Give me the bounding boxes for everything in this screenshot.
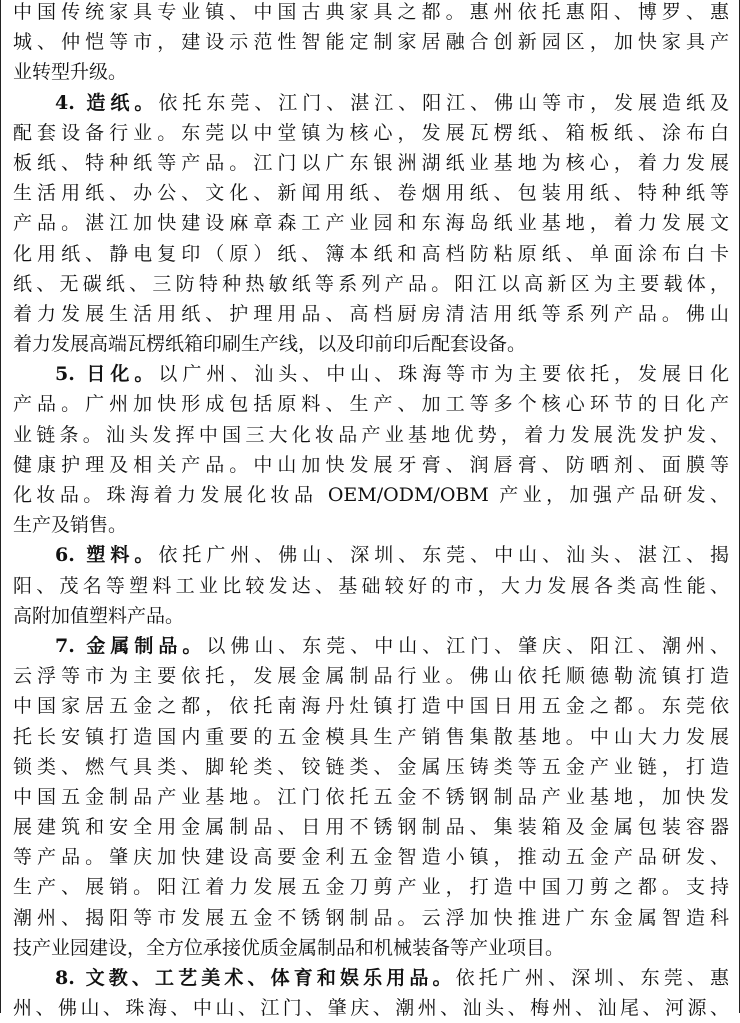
text-line: 板纸、特种纸等产品。江门以广东银洲湖纸业基地为核心，着力发展: [13, 151, 729, 174]
text-line: 中国家居五金之都，依托南海丹灶镇打造中国日用五金之都。东莞依: [13, 695, 729, 718]
text-line: 高附加值塑料产品。: [13, 604, 185, 627]
section-heading: 6. 塑料。: [55, 544, 159, 567]
paragraph-plastics: [13, 540, 729, 631]
text-line: 配套设备行业。东莞以中堂镇为核心，发展瓦楞纸、箱板纸、涂布白: [13, 121, 729, 144]
text-line: 着力发展生活用纸、护理用品、高档厨房清洁用纸等系列产品。佛山: [13, 302, 729, 325]
text-line: 产品。广州加快形成包括原料、生产、加工等多个核心环节的日化产: [13, 393, 729, 416]
text-line: 阳、茂名等塑料工业比较发达、基础较好的市，大力发展各类高性能、: [13, 574, 729, 597]
text-line: 5. 日化。以广州、汕头、中山、珠海等市为主要依托，发展日化: [55, 363, 729, 386]
text-line: 产品。湛江加快建设麻章森工产业园和东海岛纸业基地，着力发展文: [13, 212, 729, 235]
text-line: 锁类、燃气具类、脚轮类、铰链类、金属压铸类等五金产业链，打造: [13, 755, 729, 778]
text-line: 展建筑和安全用金属制品、日用不锈钢制品、集装箱及金属包装容器: [13, 816, 729, 839]
text-line: 化用纸、静电复印（原）纸、簿本纸和高档防粘原纸、单面涂布白卡: [13, 242, 729, 265]
text-line: 州、佛山、珠海、中山、江门、肇庆、潮州、汕头、梅州、汕尾、河源、: [13, 997, 729, 1020]
text-line: 城、仲恺等市，建设示范性智能定制家居融合创新园区，加快家具产: [13, 31, 729, 54]
text-line: 化妆品。珠海着力发展化妆品 OEM/ODM/OBM 产业，加强产品研发、: [13, 484, 729, 506]
text-line: 业转型升级。: [13, 61, 128, 84]
text-line: 潮州、揭阳等市发展五金不锈钢制品。云浮加快推进广东金属智造科: [13, 906, 729, 929]
text-line: 7. 金属制品。以佛山、东莞、中山、江门、肇庆、阳江、潮州、: [55, 634, 729, 657]
text-line: 业链条。汕头发挥中国三大化妆品产业基地优势，着力发展洗发护发、: [13, 423, 729, 446]
section-heading: 7. 金属制品。: [55, 634, 207, 657]
text-line: 健康护理及相关产品。中山加快发展牙膏、润唇膏、防晒剂、面膜等: [13, 453, 729, 476]
text-line: 生产及销售。: [13, 514, 128, 537]
text-line: 生产、展销。阳江着力发展五金刀剪产业，打造中国刀剪之都。支持: [13, 876, 729, 899]
section-heading: 4. 造纸。: [55, 91, 159, 114]
paragraph-paper: [13, 88, 729, 360]
section-heading: 8. 文教、工艺美术、体育和娱乐用品。: [55, 967, 456, 989]
text-line: 中国传统家具专业镇、中国古典家具之都。惠州依托惠阳、博罗、惠: [13, 1, 729, 23]
text-line: 6. 塑料。依托广州、佛山、深圳、东莞、中山、汕头、湛江、揭: [55, 544, 729, 567]
text-line: 4. 造纸。依托东莞、江门、湛江、阳江、佛山等市，发展造纸及: [55, 91, 729, 114]
section-heading: 5. 日化。: [55, 363, 159, 386]
text-line: 着力发展高端瓦楞纸箱印刷生产线，以及印前印后配套设备。: [13, 333, 527, 356]
text-line: 等产品。肇庆加快建设高要金利五金智造小镇，推动五金产品研发、: [13, 846, 729, 869]
text-line: 纸、无碳纸、三防特种热敏纸等系列产品。阳江以高新区为主要载体，: [13, 272, 729, 295]
text-line: 托长安镇打造国内重要的五金模具生产销售集散基地。中山大力发展: [13, 725, 729, 748]
paragraph-continuation: [13, 0, 729, 88]
text-line: 技产业园建设，全方位承接优质金属制品和机械装备等产业项目。: [13, 936, 565, 959]
paragraph-culture-sports: [13, 963, 729, 1023]
text-line: 中国五金制品产业基地。江门依托五金不锈钢制品产业基地，加快发: [13, 785, 729, 808]
text-line: 云浮等市为主要依托，发展金属制品行业。佛山依托顺德勒流镇打造: [13, 665, 729, 688]
paragraph-daily-chemical: [13, 359, 729, 540]
text-line: 生活用纸、办公、文化、新闻用纸、卷烟用纸、包装用纸、特种纸等: [13, 182, 729, 205]
paragraph-metal-products: [13, 631, 729, 963]
text-line: 8. 文教、工艺美术、体育和娱乐用品。依托广州、深圳、东莞、惠: [55, 967, 729, 989]
